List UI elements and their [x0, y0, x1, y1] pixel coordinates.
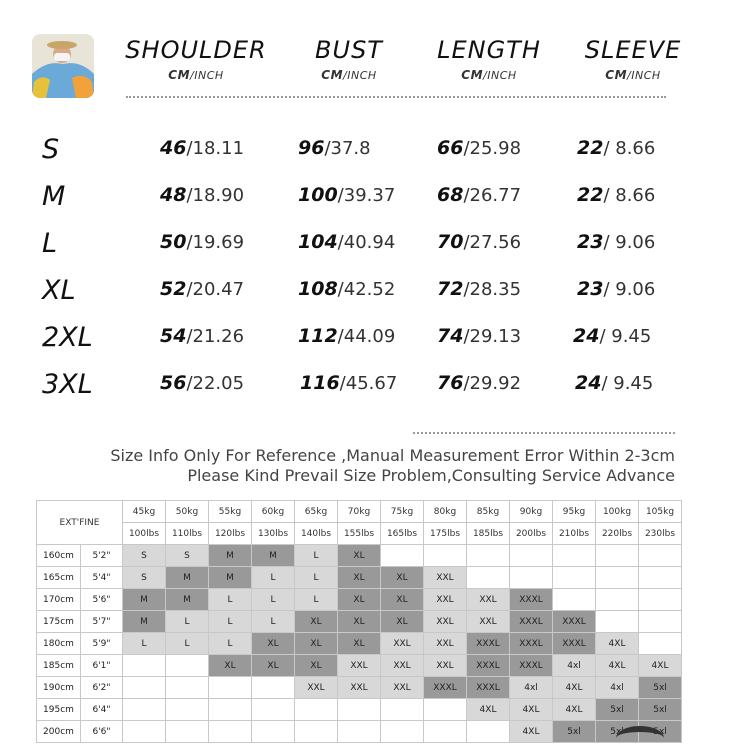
- length-value: 66/25.98: [437, 137, 522, 159]
- height-cm: 195cm: [37, 699, 81, 721]
- size-cell: [123, 721, 166, 743]
- size-cell: M: [123, 589, 166, 611]
- height-ft: 6'4": [81, 699, 123, 721]
- sleeve-value: 24/ 9.45: [575, 372, 654, 394]
- size-cell: L: [166, 611, 209, 633]
- size-cell: [596, 545, 639, 567]
- weight-lbs-header: 110lbs: [166, 523, 209, 545]
- sleeve-value: 22/ 8.66: [577, 137, 656, 159]
- size-cell: L: [166, 633, 209, 655]
- size-cell: XL: [209, 655, 252, 677]
- size-cell: [123, 699, 166, 721]
- shoulder-value: 48/18.90: [160, 184, 245, 206]
- size-cell: [209, 699, 252, 721]
- bust-value: 108/42.52: [298, 278, 396, 300]
- size-cell: XXL: [338, 677, 381, 699]
- size-cell: [553, 589, 596, 611]
- length-value: 70/27.56: [437, 231, 522, 253]
- size-cell: XXXL: [510, 655, 553, 677]
- height-cm: 165cm: [37, 567, 81, 589]
- bust-value: 96/37.8: [298, 137, 371, 159]
- size-cell: [123, 677, 166, 699]
- size-cell: XL: [338, 589, 381, 611]
- size-cell: XXXL: [510, 611, 553, 633]
- size-cell: L: [252, 567, 295, 589]
- weight-kg-header: 85kg: [467, 501, 510, 523]
- size-cell: XXL: [381, 655, 424, 677]
- height-ft: 5'4": [81, 567, 123, 589]
- size-cell: [381, 699, 424, 721]
- weight-lbs-header: 140lbs: [295, 523, 338, 545]
- height-ft: 5'9": [81, 633, 123, 655]
- grid-row: [37, 567, 682, 589]
- size-cell: [424, 721, 467, 743]
- length-value: 74/29.13: [437, 325, 522, 347]
- weight-lbs-header: 130lbs: [252, 523, 295, 545]
- sleeve-value: 23/ 9.06: [577, 278, 656, 300]
- size-cell: XXL: [424, 611, 467, 633]
- size-cell: XXXL: [467, 633, 510, 655]
- size-cell: [252, 721, 295, 743]
- size-cell: [338, 721, 381, 743]
- size-cell: 4XL: [467, 699, 510, 721]
- size-cell: XXXL: [510, 633, 553, 655]
- height-cm: 170cm: [37, 589, 81, 611]
- size-label: M: [42, 181, 66, 212]
- size-cell: [381, 721, 424, 743]
- size-cell: [467, 567, 510, 589]
- size-label: 3XL: [42, 369, 93, 400]
- size-cell: S: [166, 545, 209, 567]
- weight-lbs-header: 185lbs: [467, 523, 510, 545]
- note-line-2: Please Kind Prevail Size Problem,Consulting Service Advance: [187, 466, 675, 485]
- size-label: S: [42, 134, 60, 165]
- size-cell: 5xl: [596, 721, 639, 743]
- size-cell: XXL: [381, 677, 424, 699]
- header-length: LENGTH CM/INCH: [437, 36, 541, 82]
- size-cell: 4XL: [553, 677, 596, 699]
- size-label: XL: [42, 275, 76, 306]
- grid-row: [37, 721, 682, 743]
- weight-kg-header: 90kg: [510, 501, 553, 523]
- size-cell: 4xl: [510, 677, 553, 699]
- weight-lbs-header: 200lbs: [510, 523, 553, 545]
- size-cell: [596, 567, 639, 589]
- bust-value: 100/39.37: [298, 184, 396, 206]
- weight-kg-header: 105kg: [639, 501, 682, 523]
- size-cell: [424, 699, 467, 721]
- size-cell: XXL: [467, 611, 510, 633]
- size-cell: 4XL: [596, 633, 639, 655]
- grid-row: [37, 677, 682, 699]
- weight-kg-header: 75kg: [381, 501, 424, 523]
- size-cell: 5xl: [639, 677, 682, 699]
- size-cell: XXL: [424, 567, 467, 589]
- header-sleeve: SLEEVE CM/INCH: [584, 36, 682, 82]
- height-ft: 6'2": [81, 677, 123, 699]
- size-cell: M: [209, 545, 252, 567]
- weight-kg-header: 55kg: [209, 501, 252, 523]
- size-cell: XXL: [467, 589, 510, 611]
- note-line-1: Size Info Only For Reference ,Manual Measurement Error Within 2-3cm: [110, 446, 675, 465]
- height-ft: 5'2": [81, 545, 123, 567]
- shoulder-value: 46/18.11: [160, 137, 245, 159]
- size-cell: [467, 545, 510, 567]
- grid-row: [37, 545, 682, 567]
- weight-kg-header: 45kg: [123, 501, 166, 523]
- size-cell: [553, 545, 596, 567]
- size-cell: 4XL: [510, 721, 553, 743]
- size-cell: L: [295, 545, 338, 567]
- size-cell: 5xl: [639, 721, 682, 743]
- size-cell: [510, 545, 553, 567]
- height-cm: 200cm: [37, 721, 81, 743]
- product-thumbnail: [32, 34, 94, 98]
- size-cell: XL: [338, 567, 381, 589]
- sleeve-value: 23/ 9.06: [577, 231, 656, 253]
- size-cell: XXXL: [424, 677, 467, 699]
- size-cell: [295, 721, 338, 743]
- size-cell: XL: [295, 655, 338, 677]
- size-cell: [252, 699, 295, 721]
- size-cell: XXL: [295, 677, 338, 699]
- height-weight-grid: [36, 500, 682, 743]
- size-cell: [639, 567, 682, 589]
- size-cell: 4XL: [553, 699, 596, 721]
- size-cell: [166, 677, 209, 699]
- size-cell: M: [166, 567, 209, 589]
- weight-lbs-header: 100lbs: [123, 523, 166, 545]
- size-cell: [338, 699, 381, 721]
- height-ft: 5'6": [81, 589, 123, 611]
- grid-row: [37, 699, 682, 721]
- weight-lbs-header: 230lbs: [639, 523, 682, 545]
- size-cell: [596, 611, 639, 633]
- height-cm: 185cm: [37, 655, 81, 677]
- size-cell: 4XL: [639, 655, 682, 677]
- size-cell: L: [252, 589, 295, 611]
- header-bust: BUST CM/INCH: [315, 36, 383, 82]
- shoulder-value: 52/20.47: [160, 278, 245, 300]
- weight-kg-header: 100kg: [596, 501, 639, 523]
- size-cell: XXXL: [467, 677, 510, 699]
- size-cell: [123, 655, 166, 677]
- size-cell: XXXL: [553, 633, 596, 655]
- size-cell: 4XL: [510, 699, 553, 721]
- grid-corner-label: EXT'FINE: [37, 501, 123, 545]
- height-cm: 190cm: [37, 677, 81, 699]
- sleeve-value: 22/ 8.66: [577, 184, 656, 206]
- sleeve-value: 24/ 9.45: [573, 325, 652, 347]
- weight-lbs-header: 165lbs: [381, 523, 424, 545]
- grid-row: [37, 611, 682, 633]
- grid-row: [37, 589, 682, 611]
- bust-value: 104/40.94: [298, 231, 396, 253]
- size-cell: L: [209, 611, 252, 633]
- size-cell: [381, 545, 424, 567]
- shoulder-value: 54/21.26: [160, 325, 245, 347]
- size-cell: [639, 545, 682, 567]
- size-cell: [553, 567, 596, 589]
- bust-value: 112/44.09: [298, 325, 396, 347]
- header-shoulder: SHOULDER CM/INCH: [125, 36, 267, 82]
- size-cell: XL: [252, 655, 295, 677]
- height-cm: 180cm: [37, 633, 81, 655]
- size-cell: XL: [338, 633, 381, 655]
- weight-kg-header: 65kg: [295, 501, 338, 523]
- weight-kg-header: 95kg: [553, 501, 596, 523]
- size-cell: [209, 677, 252, 699]
- height-ft: 6'6": [81, 721, 123, 743]
- size-cell: XXL: [424, 655, 467, 677]
- size-cell: XL: [295, 633, 338, 655]
- size-cell: L: [123, 633, 166, 655]
- size-cell: M: [166, 589, 209, 611]
- size-cell: S: [123, 567, 166, 589]
- size-cell: 5xl: [639, 699, 682, 721]
- size-label: L: [42, 228, 58, 259]
- size-cell: XL: [381, 567, 424, 589]
- size-cell: [639, 633, 682, 655]
- size-cell: L: [295, 567, 338, 589]
- size-cell: M: [209, 567, 252, 589]
- size-cell: [596, 589, 639, 611]
- length-value: 76/29.92: [437, 372, 522, 394]
- weight-lbs-header: 220lbs: [596, 523, 639, 545]
- size-cell: XXXL: [510, 589, 553, 611]
- size-cell: [510, 567, 553, 589]
- height-cm: 160cm: [37, 545, 81, 567]
- size-cell: [166, 721, 209, 743]
- bust-value: 116/45.67: [300, 372, 398, 394]
- size-cell: L: [252, 611, 295, 633]
- weight-lbs-header: 210lbs: [553, 523, 596, 545]
- size-cell: L: [209, 589, 252, 611]
- size-cell: [639, 611, 682, 633]
- size-cell: [295, 699, 338, 721]
- size-cell: [424, 545, 467, 567]
- size-cell: L: [209, 633, 252, 655]
- size-cell: 4xl: [553, 655, 596, 677]
- size-cell: 5xl: [553, 721, 596, 743]
- size-cell: [166, 699, 209, 721]
- size-cell: XL: [338, 611, 381, 633]
- height-ft: 5'7": [81, 611, 123, 633]
- size-cell: [209, 721, 252, 743]
- size-cell: XL: [252, 633, 295, 655]
- size-cell: XXXL: [553, 611, 596, 633]
- size-cell: [166, 655, 209, 677]
- shoulder-value: 50/19.69: [160, 231, 245, 253]
- length-value: 72/28.35: [437, 278, 522, 300]
- size-cell: L: [295, 589, 338, 611]
- height-cm: 175cm: [37, 611, 81, 633]
- size-cell: XXL: [424, 633, 467, 655]
- size-cell: XL: [338, 545, 381, 567]
- weight-kg-header: 70kg: [338, 501, 381, 523]
- weight-lbs-header: 120lbs: [209, 523, 252, 545]
- size-cell: M: [252, 545, 295, 567]
- size-cell: 5xl: [596, 699, 639, 721]
- weight-kg-header: 80kg: [424, 501, 467, 523]
- size-cell: XL: [381, 589, 424, 611]
- weight-lbs-header: 155lbs: [338, 523, 381, 545]
- size-cell: [252, 677, 295, 699]
- size-cell: XXL: [338, 655, 381, 677]
- size-cell: XL: [381, 611, 424, 633]
- length-value: 68/26.77: [437, 184, 522, 206]
- size-cell: [639, 589, 682, 611]
- header-divider: [126, 96, 666, 98]
- logo-swoosh: [616, 726, 664, 750]
- grid-row: [37, 655, 682, 677]
- size-label: 2XL: [42, 322, 93, 353]
- size-cell: 4xl: [596, 677, 639, 699]
- size-cell: XXL: [424, 589, 467, 611]
- size-cell: [467, 721, 510, 743]
- shoulder-value: 56/22.05: [160, 372, 245, 394]
- grid-row: [37, 633, 682, 655]
- size-cell: XL: [295, 611, 338, 633]
- size-cell: S: [123, 545, 166, 567]
- weight-lbs-header: 175lbs: [424, 523, 467, 545]
- weight-kg-header: 60kg: [252, 501, 295, 523]
- size-cell: M: [123, 611, 166, 633]
- weight-kg-header: 50kg: [166, 501, 209, 523]
- size-cell: 4XL: [596, 655, 639, 677]
- size-cell: XXL: [381, 633, 424, 655]
- size-cell: XXXL: [467, 655, 510, 677]
- height-ft: 6'1": [81, 655, 123, 677]
- notes-divider: [413, 432, 675, 434]
